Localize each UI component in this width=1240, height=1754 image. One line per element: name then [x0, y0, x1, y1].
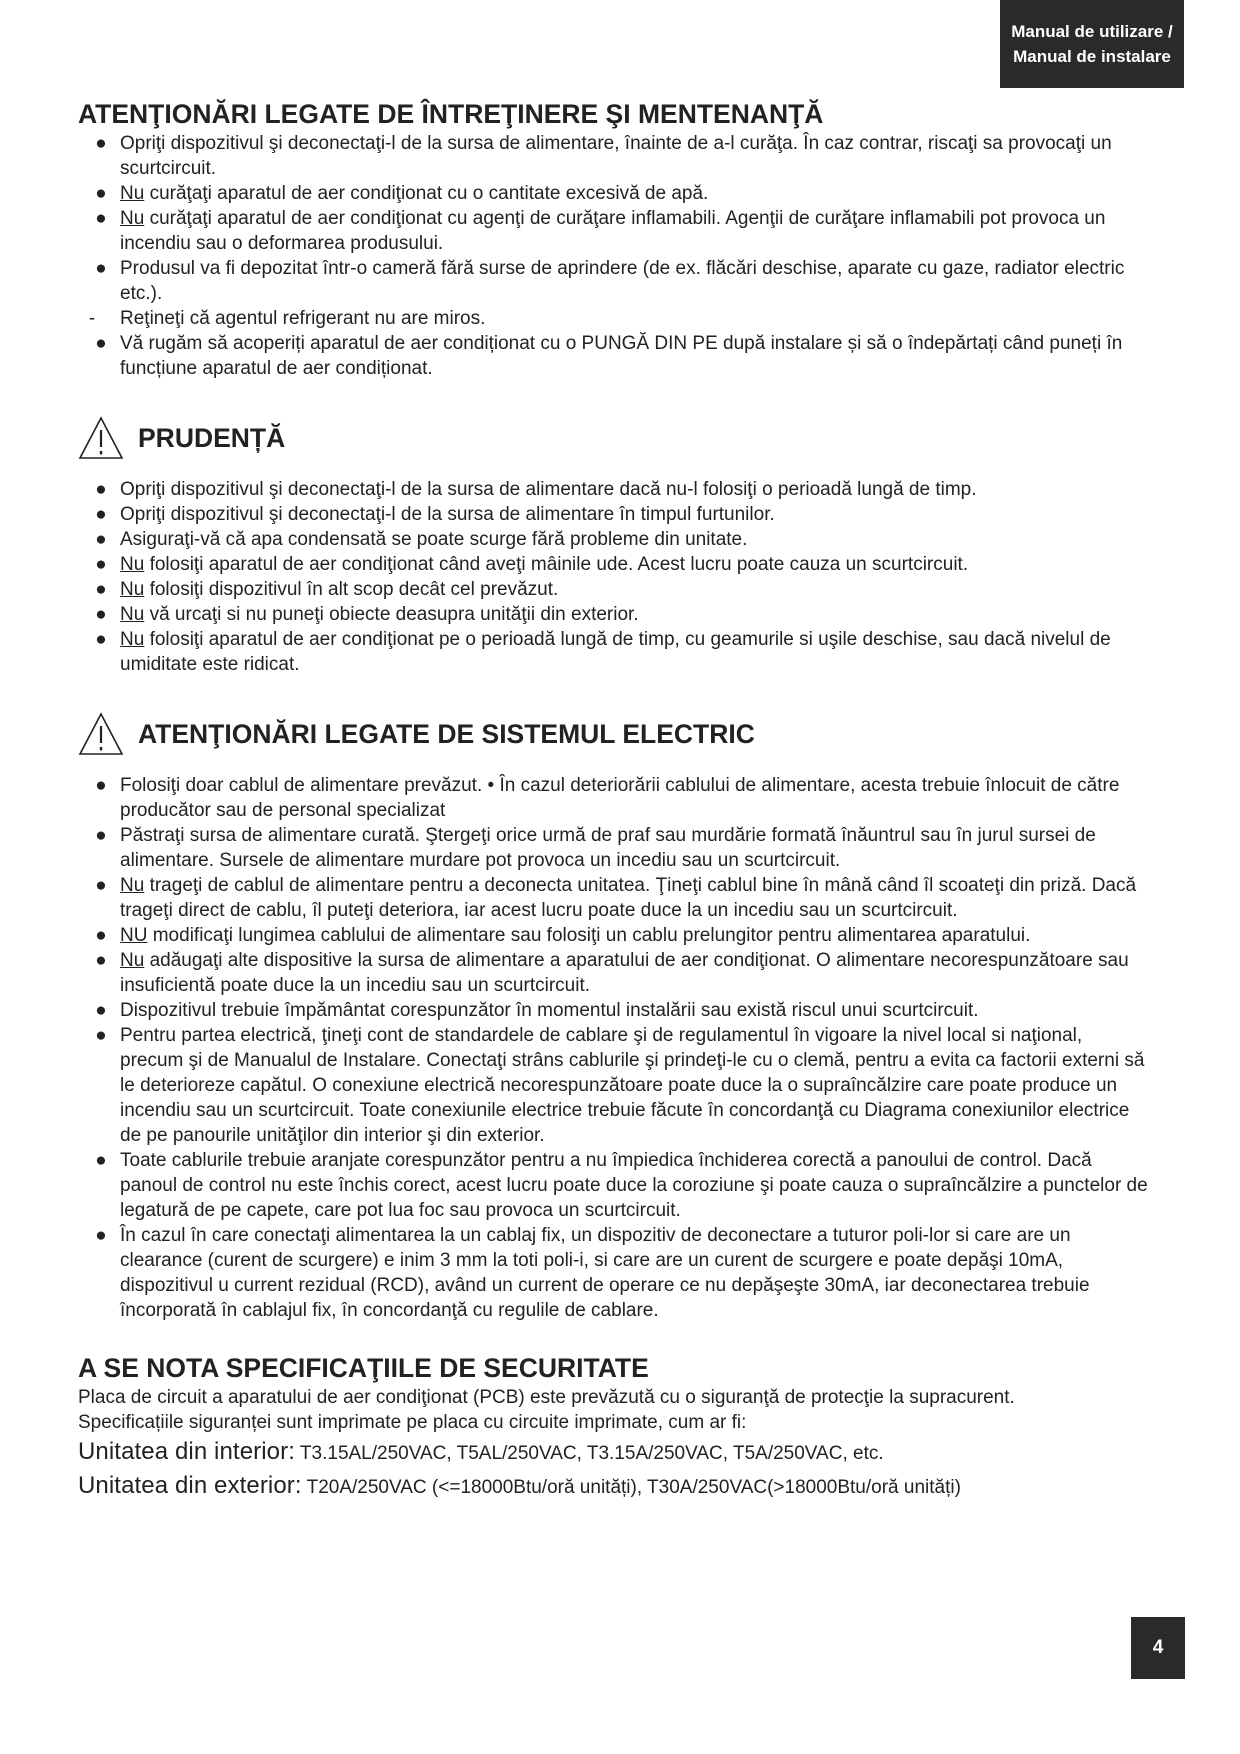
indoor-unit-label: Unitatea din interior:	[78, 1438, 295, 1465]
list-item: ● Nu trageţi de cablul de alimentare pentru a deconecta unitatea. Ţineţi cablul bine în mână când îl scoateţi din priză. Dacă trageţi direct de cablu, îl puteţi deteriora, iar acest lucru poate duce la un incediu sau un scurtcircuit.	[95, 875, 1137, 921]
header-line-2: Manual de instalare	[1013, 47, 1171, 66]
section-electric-title: ATENŢIONĂRI LEGATE DE SISTEMUL ELECTRIC	[138, 718, 755, 749]
list-item: ● Nu curăţaţi aparatul de aer condiţionat cu agenţi de curăţare inflamabili. Agenţii de curăţare inflamabili pot provoca un incendiu sau o deformarea produsului.	[95, 208, 1106, 254]
section-maintenance-title: ATENŢIONĂRI LEGATE DE ÎNTREŢINERE ŞI MENTENANŢĂ	[78, 99, 824, 129]
section-electric-header	[78, 707, 1148, 761]
outdoor-unit-label: Unitatea din exterior:	[78, 1472, 302, 1499]
section-safety-spec-title: A SE NOTA SPECIFICAŢIILE DE SECURITATE	[78, 1353, 649, 1383]
page-content	[78, 97, 1148, 1503]
safety-spec-paragraph-2: Specificațiile siguranței sunt imprimate pe placa cu circuite imprimate, cum ar fi:	[78, 1412, 747, 1433]
list-item: ● Nu folosiţi dispozitivul în alt scop decât cel prevăzut.	[95, 579, 559, 600]
list-item: ● NU modificaţi lungimea cablului de alimentare sau folosiţi un cablu prelungitor pentru alimentarea aparatului.	[95, 925, 1031, 946]
list-item: ● Nu curăţaţi aparatul de aer condiţionat cu o cantitate excesivă de apă.	[95, 183, 709, 204]
list-item: ● Pentru partea electrică, ţineţi cont de standardele de cablare şi de regulamentul în vigoare la nivel local si naţional, precum şi de Manualul de Instalare. Conectaţi strâns cablurile şi prindeţi-le cu o clemă, pentru a evita ca factorii externi să le deterioreze capătul. O conexiune electrică necorespunzătoare poate duce la o supraîncălzire care poate produce un incendiu sau un scurtcircuit. Toate conexiunile electrice trebuie făcute în concordanţă cu Diagrama conexiunilor electrice de pe panourile unităţilor din interior şi din exterior.	[95, 1025, 1145, 1146]
list-item: ● Nu folosiţi aparatul de aer condiţionat pe o perioadă lungă de timp, cu geamurile si uşile deschise, sau dacă nivelul de umiditate este ridicat.	[95, 629, 1111, 675]
list-item: ● Păstraţi sursa de alimentare curată. Ştergeţi orice urmă de praf sau murdărie formată înăuntrul sau în jurul sursei de alimentare. Sursele de alimentare murdare pot provoca un incediu sau un scurtcircuit.	[95, 825, 1096, 871]
list-item: ● Toate cablurile trebuie aranjate corespunzător pentru a nu împiedica închiderea corectă a panoului de control. Dacă panoul de control nu este închis corect, acest lucru poate duce la coroziune şi poate cauza o supraîncălzire a punctelor de legatură de pe capete, care pot lua foc sau provoca un scurtcircuit.	[95, 1150, 1148, 1221]
list-item: ● Asiguraţi-vă că apa condensată se poate scurge fără probleme din unitate.	[95, 529, 748, 550]
section-caution-header	[78, 411, 1148, 465]
indoor-unit-spec	[78, 1436, 1148, 1469]
page-number: 4	[1131, 1617, 1185, 1679]
list-item: - Reţineţi că agentul refrigerant nu are miros.	[88, 308, 486, 329]
list-item: ● Nu folosiţi aparatul de aer condiţionat când aveţi mâinile ude. Acest lucru poate cauza un scurtcircuit.	[95, 554, 969, 575]
section-electric-list	[78, 773, 1148, 1323]
section-caution-title: PRUDENȚĂ	[138, 422, 286, 453]
outdoor-unit-value: T20A/250VAC (<=18000Btu/oră unități), T30A/250VAC(>18000Btu/oră unități)	[301, 1477, 961, 1498]
manual-header-tab	[1000, 0, 1184, 88]
list-item: ● Opriţi dispozitivul şi deconectaţi-l de la sursa de alimentare în timpul furtunilor.	[95, 504, 775, 525]
outdoor-unit-spec	[78, 1470, 1148, 1503]
warning-triangle-icon	[78, 416, 124, 460]
list-item: ● Nu vă urcaţi si nu puneţi obiecte deasupra unităţii din exterior.	[95, 604, 639, 625]
list-item: ● Folosiţi doar cablul de alimentare prevăzut. • În cazul deteriorării cablului de alimentare, acesta trebuie înlocuit de către producător sau de personal specializat	[95, 775, 1120, 821]
list-item: ● Opriţi dispozitivul şi deconectaţi-l de la sursa de alimentare dacă nu-l folosiţi o perioadă lungă de timp.	[95, 479, 977, 500]
list-item: ● Nu adăugaţi alte dispositive la sursa de alimentare a aparatului de aer condiţionat. O alimentare necorespunzătoare sau insuficientă poate duce la un incediu sau un scurtcircuit.	[95, 950, 1129, 996]
list-item: ● Dispozitivul trebuie împământat corespunzător în momentul instalării sau există riscul unui scurtcircuit.	[95, 1000, 979, 1021]
header-line-1: Manual de utilizare /	[1011, 22, 1173, 41]
safety-spec-paragraph-1: Placa de circuit a aparatului de aer condiţionat (PCB) este prevăzută cu o siguranţă de protecţie la supracurent.	[78, 1387, 1015, 1408]
list-item: ● Opriţi dispozitivul şi deconectaţi-l de la sursa de alimentare, înainte de a-l curăţa. În caz contrar, riscaţi sa provocaţi un scurtcircuit.	[95, 133, 1112, 179]
warning-triangle-icon	[78, 712, 124, 756]
indoor-unit-value: T3.15AL/250VAC, T5AL/250VAC, T3.15A/250VAC, T5A/250VAC, etc.	[294, 1443, 884, 1464]
section-maintenance-list	[78, 131, 1148, 381]
list-item: ● Produsul va fi depozitat într-o cameră fără surse de aprindere (de ex. flăcări deschise, aparate cu gaze, radiator electric etc.).	[95, 258, 1125, 304]
section-caution-list	[78, 477, 1148, 677]
list-item: ● Vă rugăm să acoperiți aparatul de aer condiționat cu o PUNGĂ DIN PE după instalare și să o îndepărtați când puneți în funcțiune aparatul de aer condiționat.	[95, 333, 1123, 379]
list-item: ● În cazul în care conectaţi alimentarea la un cablaj fix, un dispozitiv de deconectare a tuturor poli-lor si care are un clearance (curent de scurgere) e inim 3 mm la toti poli-i, si care are un curent de scurgere e poate depăşi 10mA, dispozitivul u current rezidual (RCD), având un current de operare ce nu depăşeşte 30mA, iar deconectarea trebuie încorporată în cablajul fix, în concordanţă cu regulile de cablare.	[95, 1225, 1090, 1321]
